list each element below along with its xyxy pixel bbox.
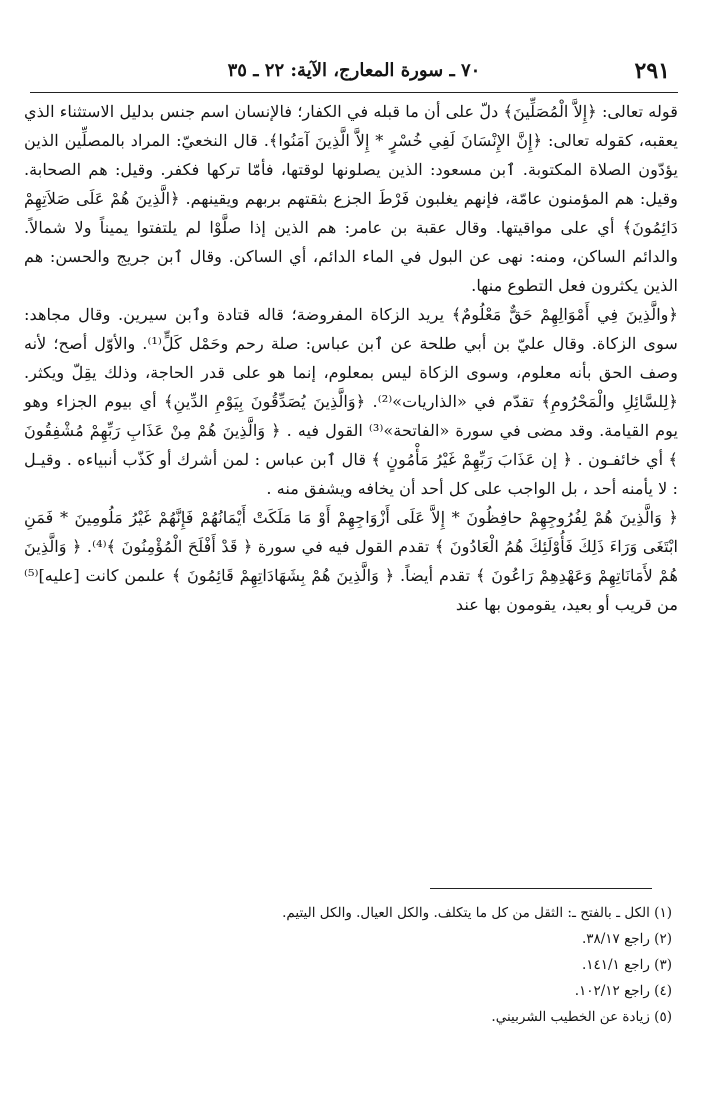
footnote-3: (٣) راجع ١٤١/١.	[581, 957, 672, 973]
page-header	[30, 58, 678, 92]
footnote-4: (٤) راجع ١٠٢/١٢.	[574, 983, 672, 999]
running-title: ٧٠ ـ سورة المعارج، الآية: ٢٢ ـ ٣٥	[227, 60, 481, 81]
footnote-1: (١) الكل ـ بالفتح ـ: الثقل من كل ما يتكلف. والكل العيال. والكل اليتيم.	[282, 905, 672, 921]
page-number: ٢٩١	[634, 58, 670, 84]
paragraph: قوله تعالى: ﴿إِلاَّ الْمُصَلِّينَ﴾ دلّ على أن ما قبله في الكفار؛ فالإنسان اسم جنس بدليل الاستثناء الذي يعقبه، كقوله تعالى: ﴿إِنَّ الإِنْسَانَ لَفِي خُسْرٍ * إِلاَّ الَّذِينَ آمَنُوا﴾. قال النخعيّ: المراد بالمصلِّين الذين يؤدّون الصلاة المكتوبة. ٱبن مسعود: الذين يصلونها لوقتها، فأمّا تركها فكفر. وقيل: هم الصحابة. وقيل: هم المؤمنون عامّة، فإنهم يغلبون فَرْطَ الجزع بثقتهم بربهم ويقينهم. ﴿الَّذِينَ هُمْ عَلَى صَلاَتِهِمْ دَائِمُونَ﴾ أي على مواقيتها. وقال عقبة بن عامر: هم الذين إذا صلَّوْا لم يلتفتوا يميناً ولا شمالاً. والدائم الساكن، ومنه: نهى عن البول في الماء الدائم، أي الساكن. وقال ٱبن جريج والحسن: هم الذين يكثرون فعل التطوع منها.	[24, 102, 678, 295]
header-rule	[30, 92, 678, 93]
paragraph: ﴿ وَالَّذِينَ هُمْ لِفُرُوجِهِمْ حافِظُونَ * إِلاَّ عَلَى أَزْوَاجِهِمْ أَوْ مَا مَلَكَتْ أَيْمَانُهُمْ فَإِنَّهُمْ غَيْرُ مَلُومِينَ * فَمَنِ ابْتَغَى وَرَاءَ ذَلِكَ فَأُوْلَئِكَ هُمُ الْعَادُونَ ﴾ تقدم القول فيه في سورة ﴿ قَدْ أَفْلَحَ الْمُؤْمِنُونَ ﴾⁽⁴⁾. ﴿ وَالَّذِينَ هُمْ لأَمَانَاتِهِمْ وَعَهْدِهِمْ رَاعُونَ ﴾ تقدم أيضاً. ﴿ وَالَّذِينَ هُمْ بِشَهَادَاتِهِمْ قَائِمُونَ ﴾ علىمن كانت [عليه]⁽⁵⁾ من قريب أو بعيد، يقومون بها عند	[24, 508, 679, 614]
paragraph: ﴿والَّذِينَ فِي أَمْوَالِهِمْ حَقٌّ مَعْلُومٌ﴾ يريد الزكاة المفروضة؛ قاله قتادة وٱبن سيرين. وقال مجاهد: سوى الزكاة. وقال عليّ بن أبي طلحة عن ٱبن عباس: صلة رحم وحَمْل كَلٍّ⁽¹⁾. والأوّل أصح؛ لأنه وصف الحق بأنه معلوم، وسوى الزكاة ليس بمعلوم، إنما هو على قدر الحاجة، وذلك يقِلّ ويكثر. ﴿لِلسَّائِلِ والْمَحْرُومِ﴾ تقدّم في «الذاريات»⁽²⁾. ﴿وَالَّذِينَ يُصَدِّقُونَ بِيَوْمِ الدِّينِ﴾ أي بيوم الجزاء وهو يوم القيامة. وقد مضى في سورة «الفاتحة»⁽³⁾ القول فيه . ﴿ وَالَّذِينَ هُمْ مِنْ عَذَابِ رَبِّهِمْ مُشْفِقُونَ ﴾ أي خائفـون . ﴿ إن عَذَابَ رَبِّهِمْ غَيْرُ مَأْمُونٍ ﴾ قال ٱبن عباس : لمن أشرك أو كَذّب أنبياءه . وقيـل : لا يأمنه أحد ، بل الواجب على كل أحد أن يخافه ويشفق منه .	[24, 305, 678, 498]
footnote-2: (٢) راجع ٣٨/١٧.	[581, 931, 672, 947]
footnote-separator	[430, 888, 652, 889]
footnote-5: (٥) زيادة عن الخطيب الشربيني.	[491, 1009, 672, 1025]
footnotes	[120, 900, 672, 1030]
main-text	[24, 97, 678, 619]
